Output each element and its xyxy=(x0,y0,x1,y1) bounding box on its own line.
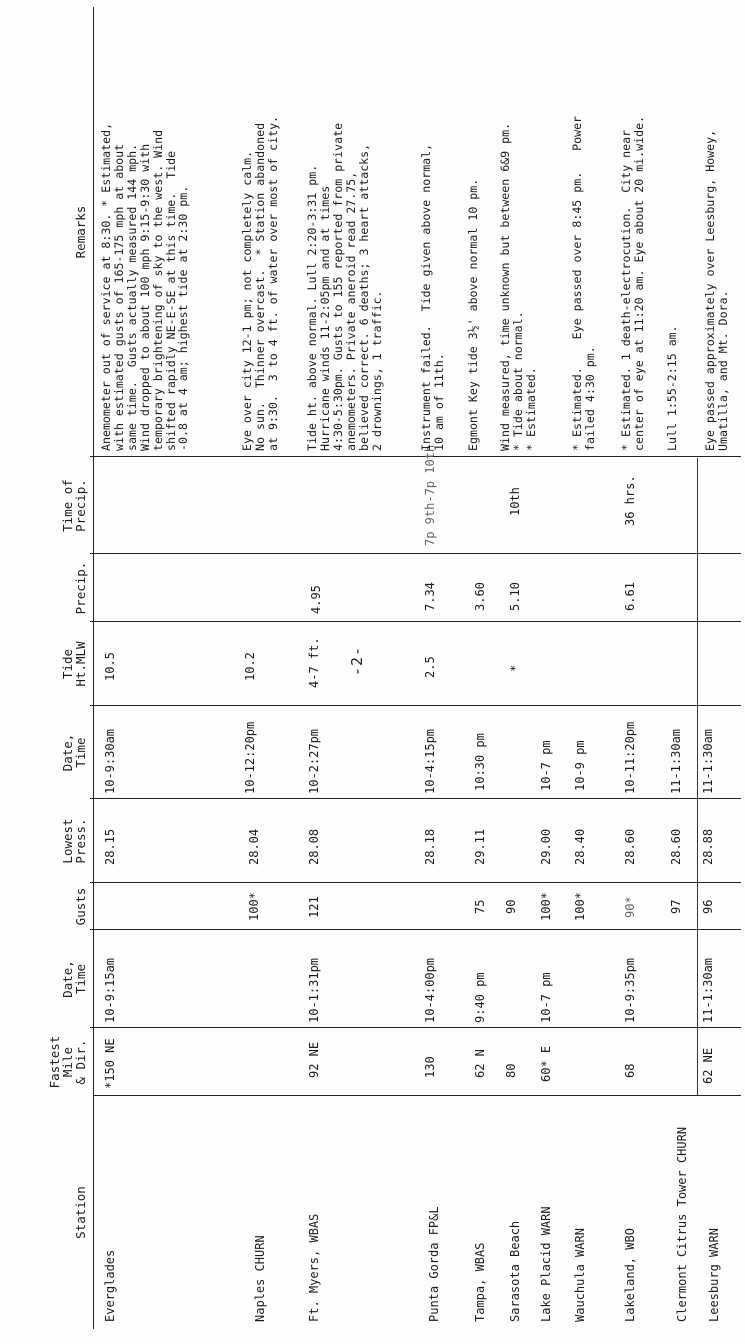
time-of-precip: 7p 9th-7p 10th xyxy=(423,444,437,546)
lowest-press: 28.04 xyxy=(247,828,261,865)
fastest-mile: 60* E xyxy=(539,1045,553,1082)
gusts: 100* xyxy=(539,892,553,921)
header-tide: Tide Ht.MLW xyxy=(60,641,88,687)
fastest-mile: 80 xyxy=(504,1063,518,1078)
press-date-time: 10-12:20pm xyxy=(243,721,257,794)
fastest-mile: 62 N xyxy=(473,1049,487,1078)
precip: 6.61 xyxy=(623,582,637,611)
lowest-press: 29.11 xyxy=(473,828,487,865)
time-of-precip: 10th xyxy=(508,487,522,516)
date-time: 10-1:31pm xyxy=(307,957,321,1023)
press-date-time: 10-7 pm xyxy=(539,740,553,791)
header-gusts: Gusts xyxy=(73,887,88,926)
date-time: 11-1:30am xyxy=(701,957,715,1023)
precip: 5.10 xyxy=(508,582,522,611)
col-divider xyxy=(90,621,741,622)
date-time: 10-9:35pm xyxy=(623,957,637,1023)
lowest-press: 29.00 xyxy=(539,828,553,865)
col-divider xyxy=(90,456,741,457)
fastest-mile: 68 xyxy=(623,1063,637,1078)
station-name: Leesburg WARN xyxy=(707,1228,721,1322)
header-rule xyxy=(93,7,94,1329)
press-date-time: 10-9 pm xyxy=(573,740,587,791)
press-date-time: 10-9:30am xyxy=(103,728,117,794)
fastest-mile: *150 NE xyxy=(103,1038,117,1089)
col-divider xyxy=(90,1027,741,1028)
remarks: Instrument failed. Tide given above normal, 10 am of 11th. xyxy=(419,143,446,451)
station-name: Wauchula WARN xyxy=(573,1228,587,1322)
lowest-press: 28.60 xyxy=(623,828,637,865)
station-name: Everglades xyxy=(103,1249,117,1322)
gusts: 121 xyxy=(307,896,321,918)
col-divider xyxy=(90,705,741,706)
col-divider xyxy=(90,882,741,883)
station-name: Ft. Myers, WBAS xyxy=(307,1213,321,1322)
lowest-press: 28.88 xyxy=(701,828,715,865)
press-date-time: 11-1:30am xyxy=(669,728,683,794)
fastest-mile: 92 NE xyxy=(307,1041,321,1078)
remarks: Eye over city 12-1 pm; not completely calm. No sun. Thinner overcast. * Station abandoned at 9:30. 3 to 4 ft. of water over most of city. xyxy=(240,115,280,451)
header-date-time-2: Date, Time xyxy=(60,733,88,772)
col-divider xyxy=(90,553,741,554)
date-time: 10-4:00pm xyxy=(423,957,437,1023)
col-divider xyxy=(90,798,741,799)
tide-height: * xyxy=(508,664,522,672)
tide-height: 4-7 ft. xyxy=(307,637,321,688)
station-name: Sarasota Beach xyxy=(508,1220,522,1322)
station-name: Punta Gorda FP&L xyxy=(427,1206,441,1322)
col-divider xyxy=(90,929,741,930)
time-of-precip: 36 hrs. xyxy=(623,475,637,526)
press-date-time: 10:30 pm xyxy=(473,733,487,791)
tide-height: 10.2 xyxy=(243,652,257,681)
header-time-of-precip: Time of Precip. xyxy=(60,479,88,532)
remarks: Egmont Key tide 3½' above normal 10 pm. xyxy=(466,178,480,451)
remarks: * Estimated. 1 death-electrocution. City near center of eye at 11:20 am. Eye about 20 mi.wide. xyxy=(619,115,646,451)
press-date-time: 11-1:30am xyxy=(701,728,715,794)
press-date-time: 10-11:20pm xyxy=(623,721,637,794)
col-divider xyxy=(93,1095,741,1096)
date-time: 10-7 pm xyxy=(539,972,553,1023)
tide-height: 2.5 xyxy=(423,656,437,678)
precip: 3.60 xyxy=(473,582,487,611)
remarks: Lull 1:55-2:15 am. xyxy=(665,325,679,451)
precip: 4.95 xyxy=(309,585,323,614)
precip: 7.34 xyxy=(423,582,437,611)
page-number: -2- xyxy=(348,645,366,676)
date-time: 10-9:15am xyxy=(103,957,117,1023)
lowest-press: 28.08 xyxy=(307,828,321,865)
station-name: Clermont Citrus Tower CHURN xyxy=(675,1126,689,1322)
gusts: 90* xyxy=(623,896,637,918)
fastest-mile: 130 xyxy=(423,1056,437,1078)
header-precip: Precip. xyxy=(73,561,88,615)
gusts: 75 xyxy=(473,899,487,914)
header-lowest-press: Lowest Press. xyxy=(60,818,88,864)
header-station: Station xyxy=(73,1186,88,1239)
station-name: Naples CHURN xyxy=(253,1235,267,1322)
gusts: 90 xyxy=(504,899,518,914)
remarks: * Estimated. Eye passed over 8:45 pm. Power failed 4:30 pm. xyxy=(570,115,597,451)
gusts: 97 xyxy=(669,899,683,914)
tide-height: 10.5 xyxy=(103,652,117,681)
press-date-time: 10-4:15pm xyxy=(423,728,437,794)
lowest-press: 28.40 xyxy=(573,828,587,865)
station-name: Tampa, WBAS xyxy=(473,1242,487,1322)
station-name: Lakeland, WBO xyxy=(623,1228,637,1322)
fastest-mile: 62 NE xyxy=(701,1047,715,1084)
lowest-press: 28.60 xyxy=(669,828,683,865)
header-remarks: Remarks xyxy=(73,205,88,259)
press-date-time: 10-2:27pm xyxy=(307,728,321,794)
lowest-press: 28.18 xyxy=(423,828,437,865)
remarks: Anemometer out of service at 8:30. * Estimated, with estimated gusts of 165-175 mph at about same time. Gusts actually measured 144 mph. Wind dropped to about 100 mph 9:15-9:30 with temporary brightening of sky to the west. Wind shifted rapidly NE-E-SE at this time. Tide -0.8 at 4 am; highest tide at 2:30 pm. xyxy=(99,122,191,451)
remarks: Tide ht. above normal. Lull 2:20-3:31 pm. Hurricane winds 11-2:05pm and at times 4:30-5:30pm. Gusts to 155 reported from private anemometers. Private aneroid read 27.75, believed correct. 6 deaths; 3 heart attacks, 2 drownings, 1 traffic. xyxy=(305,122,384,451)
remarks: Eye passed approximately over Leesburg, Howey, Umatilla, and Mt. Dora. xyxy=(703,129,730,451)
gusts: 100* xyxy=(247,892,261,921)
header-fastest-mile: Fastest Mile & Dir. xyxy=(47,1035,88,1089)
station-name: Lake Placid WARN xyxy=(539,1206,553,1322)
remarks: Wind measured, time unknown but between 6&9 pm. * Tide about normal. * Estimated. xyxy=(498,122,538,451)
row-rule xyxy=(697,458,698,1096)
gusts: 96 xyxy=(701,899,715,914)
header-date-time-1: Date, Time xyxy=(60,960,88,998)
date-time: 9:40 pm xyxy=(473,972,487,1023)
gusts: 100* xyxy=(573,892,587,921)
lowest-press: 28.15 xyxy=(103,828,117,865)
